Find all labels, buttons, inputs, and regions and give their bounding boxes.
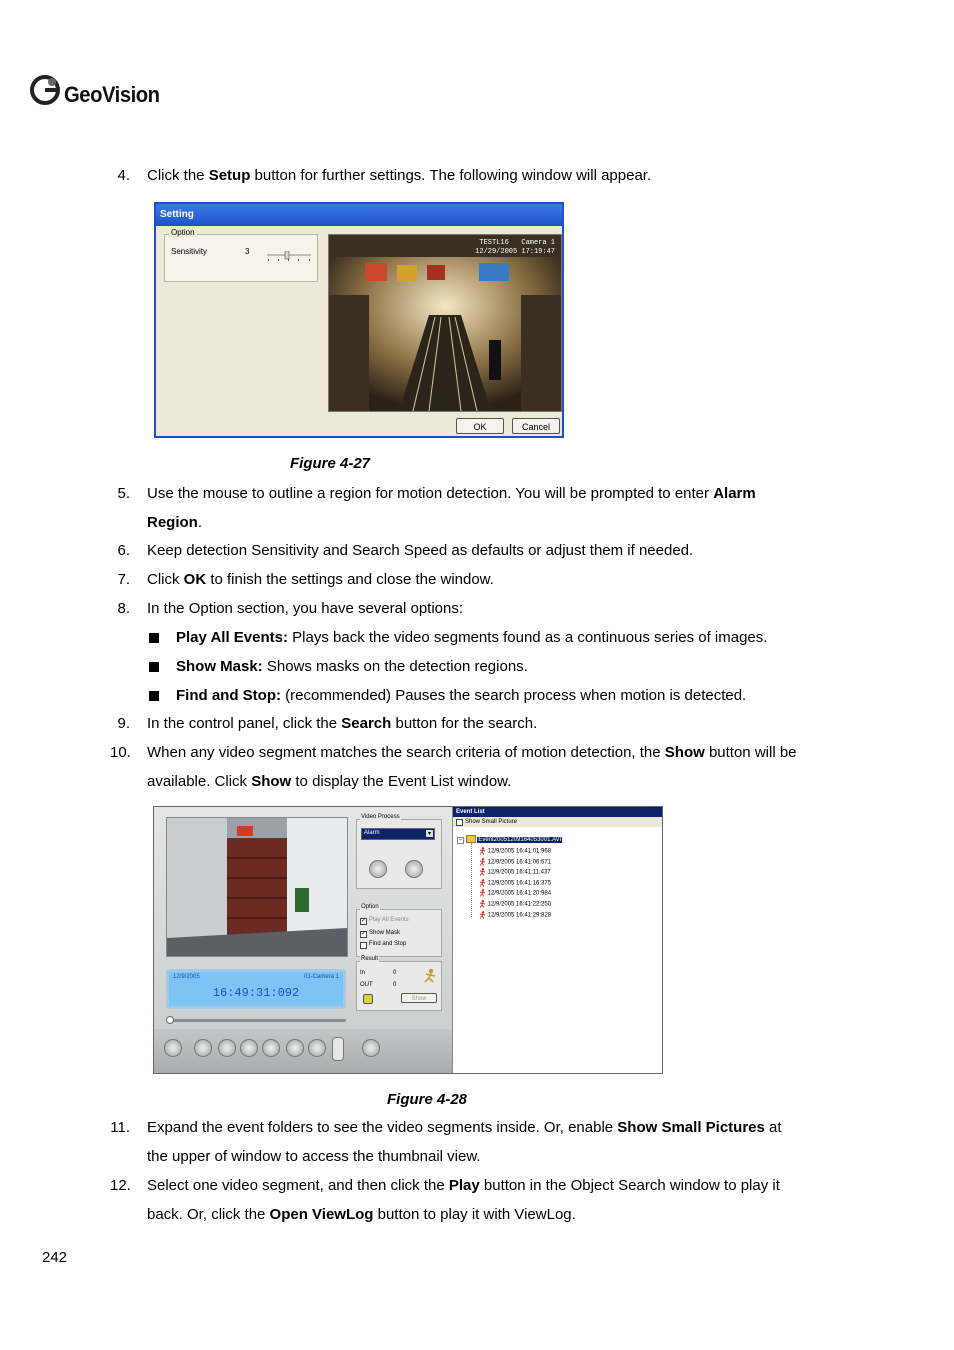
text-run: When any video segment matches the search criteria of motion detection, the xyxy=(147,744,665,761)
in-label: In xyxy=(360,970,366,976)
step-number: 6. xyxy=(117,542,130,559)
playback-slider-track[interactable] xyxy=(166,1019,346,1022)
text-run: Use the mouse to outline a region for motion detection. You will be prompted to enter xyxy=(147,485,714,502)
bold-term: Open ViewLog xyxy=(269,1206,374,1223)
camera-osd xyxy=(475,239,555,257)
bold-term: Find and Stop: xyxy=(176,687,281,704)
text-run: to finish the settings and close the window. xyxy=(206,571,494,588)
logo-wordmark: GeoVision xyxy=(64,82,160,107)
step-text xyxy=(147,743,797,763)
lcd-time: 16:49:31:092 xyxy=(212,986,300,1000)
show-button[interactable]: Show xyxy=(401,993,437,1003)
dialog-titlebar: Setting xyxy=(156,204,562,226)
show-small-picture-row xyxy=(453,817,663,827)
zoom-icon[interactable] xyxy=(194,1039,212,1057)
step-text xyxy=(147,570,494,590)
tree-connector-line xyxy=(471,843,472,917)
bold-term: Search xyxy=(341,715,392,732)
event-folder-label: Event20051209164053001.AVI xyxy=(478,836,562,843)
event-timestamp: 12/9/2005 16:41:20:984 xyxy=(487,890,552,897)
step-text xyxy=(147,484,756,504)
video-process-value: Alarm xyxy=(364,830,380,836)
bullet-square-icon xyxy=(149,662,159,672)
text-run: button for further settings. The following window will appear. xyxy=(250,167,652,184)
osd-line-1: TESTL16 Camera 1 xyxy=(479,239,555,247)
osd-line-2: 12/29/2005 17:19:47 xyxy=(475,248,555,256)
text-run: In the Option section, you have several options: xyxy=(147,600,464,617)
text-run: button in the Object Search window to play it xyxy=(479,1177,780,1194)
text-run: . xyxy=(197,514,203,531)
video-process-group xyxy=(356,814,442,889)
event-timestamp: 12/9/2005 16:41:22:250 xyxy=(487,901,552,908)
figure-caption-27: Figure 4-27 xyxy=(290,455,371,472)
running-man-icon xyxy=(479,858,486,866)
sensitivity-slider[interactable] xyxy=(267,251,311,261)
bold-term: Setup xyxy=(208,167,251,184)
sensitivity-value: 3 xyxy=(245,247,250,256)
open-viewlog-button-icon[interactable] xyxy=(362,1039,380,1057)
figure-caption-28: Figure 4-28 xyxy=(387,1091,468,1108)
step-number: 10. xyxy=(110,744,131,761)
stop-icon[interactable] xyxy=(240,1039,258,1057)
text-run: available. Click xyxy=(147,773,252,790)
event-row[interactable] xyxy=(479,847,551,855)
object-search-window xyxy=(153,806,663,1074)
text-run: Keep detection Sensitivity and Search Speed as defaults or adjust them if needed. xyxy=(147,542,694,559)
step-text xyxy=(147,599,463,619)
step-number: 8. xyxy=(117,600,130,617)
event-timestamp: 12/9/2005 16:41:11:437 xyxy=(487,869,551,876)
next-icon[interactable] xyxy=(308,1039,326,1057)
running-man-icon xyxy=(479,847,486,855)
text-run: button for the search. xyxy=(391,715,538,732)
option-group xyxy=(356,904,442,957)
running-man-icon xyxy=(479,879,486,887)
result-label: Result xyxy=(361,956,379,962)
station-escalator-image xyxy=(329,235,561,411)
step-number: 7. xyxy=(117,571,130,588)
text-run: at xyxy=(764,1119,782,1136)
play-all-events-checkbox[interactable]: ✓ xyxy=(361,918,367,924)
speed-control[interactable] xyxy=(332,1037,344,1061)
event-folder-row[interactable] xyxy=(457,835,562,844)
text-run: Shows masks on the detection regions. xyxy=(262,658,528,675)
bullet-square-icon xyxy=(149,633,159,643)
running-man-icon xyxy=(479,868,486,876)
bold-term: Show xyxy=(251,773,292,790)
show-mask-checkbox[interactable]: ✓ xyxy=(361,931,367,937)
search-icon[interactable] xyxy=(405,860,423,878)
step-text xyxy=(147,1118,782,1138)
step-text xyxy=(147,772,511,792)
transport-bar xyxy=(154,1029,452,1074)
event-row[interactable] xyxy=(479,858,551,866)
collapse-icon[interactable]: − xyxy=(458,836,463,843)
find-and-stop-label: Find and Stop xyxy=(369,941,407,947)
bold-term: Play All Events: xyxy=(176,629,288,646)
event-list-title: Event List xyxy=(453,807,663,817)
geovision-logo-icon xyxy=(30,74,64,108)
find-and-stop-checkbox[interactable] xyxy=(360,942,367,949)
event-timestamp: 12/9/2005 16:41:29:828 xyxy=(487,912,552,919)
chevron-down-icon[interactable]: ▾ xyxy=(427,831,431,837)
event-timestamp: 12/9/2005 16:41:06:671 xyxy=(487,859,552,866)
text-run: Plays back the video segments found as a continuous series of images. xyxy=(288,629,768,646)
text-run: In the control panel, click the xyxy=(147,715,342,732)
bold-term: OK xyxy=(183,571,207,588)
bullet-square-icon xyxy=(149,691,159,701)
event-row[interactable] xyxy=(479,879,551,887)
option-label: Option xyxy=(171,228,195,237)
video-process-select[interactable] xyxy=(361,828,435,840)
step-text xyxy=(147,1176,780,1196)
running-man-icon xyxy=(479,889,486,897)
text-run: button will be xyxy=(704,744,797,761)
folder-icon xyxy=(466,835,476,843)
text-run: Click xyxy=(147,571,184,588)
play-all-events-label: Play All Events xyxy=(369,917,409,923)
step-number: 5. xyxy=(117,485,130,502)
control-side-panel xyxy=(356,813,442,1011)
step-text xyxy=(147,1205,576,1225)
event-row[interactable] xyxy=(479,911,551,919)
out-label: OUT xyxy=(360,982,373,988)
running-man-icon xyxy=(423,968,437,984)
out-value: 0 xyxy=(393,982,397,988)
step-text xyxy=(147,1147,481,1167)
event-list-window xyxy=(452,807,663,1074)
step-number: 11. xyxy=(110,1119,130,1136)
lcd-camera: 01-Camera 1 xyxy=(303,974,339,980)
result-group xyxy=(356,956,442,1011)
cancel-button[interactable]: Cancel xyxy=(512,418,560,434)
text-run: back. Or, click the xyxy=(147,1206,270,1223)
ok-button[interactable]: OK xyxy=(456,418,504,434)
office-camera-image xyxy=(167,818,347,956)
step-text xyxy=(147,714,537,734)
in-value: 0 xyxy=(393,970,397,976)
step-number: 12. xyxy=(110,1177,131,1194)
play-icon[interactable] xyxy=(218,1039,236,1057)
text-run: Click the xyxy=(147,167,209,184)
power-icon[interactable] xyxy=(164,1039,182,1057)
option-label: Option xyxy=(361,904,379,910)
bold-term: Show Small Pictures xyxy=(617,1119,765,1136)
bold-term: Alarm xyxy=(713,485,756,502)
step-text xyxy=(147,166,651,186)
show-mask-label: Show Mask xyxy=(369,930,401,936)
video-process-label: Video Process xyxy=(361,814,400,820)
step-text xyxy=(147,513,202,533)
text-run: (recommended) Pauses the search process when motion is detected. xyxy=(280,687,747,704)
bold-term: Region xyxy=(147,514,198,531)
previous-icon[interactable] xyxy=(286,1039,304,1057)
event-row[interactable] xyxy=(479,889,551,897)
step-text xyxy=(147,541,693,561)
text-run: to display the Event List window. xyxy=(291,773,512,790)
text-run: the upper of window to access the thumbnail view. xyxy=(147,1148,481,1165)
bold-term: Show xyxy=(664,744,705,761)
text-run: Select one video segment, and then click the xyxy=(147,1177,449,1194)
running-man-icon xyxy=(479,911,486,919)
text-run: Expand the event folders to see the video segments inside. Or, enable xyxy=(147,1119,618,1136)
object-search-panel xyxy=(154,807,452,1074)
bold-term: Show Mask: xyxy=(176,658,263,675)
bullet-text xyxy=(176,628,767,648)
event-timestamp: 12/9/2005 16:41:01:968 xyxy=(487,848,552,855)
option-group xyxy=(164,228,318,282)
open-viewlog-icon[interactable] xyxy=(363,994,373,1004)
step-number: 9. xyxy=(117,715,130,732)
bullet-text xyxy=(176,686,746,706)
camera-preview[interactable] xyxy=(328,234,562,412)
setup-tools-icon[interactable] xyxy=(369,860,387,878)
event-row[interactable] xyxy=(479,900,551,908)
playback-slider-thumb[interactable] xyxy=(166,1016,174,1024)
running-man-icon xyxy=(479,900,486,908)
camera-view[interactable] xyxy=(166,817,348,957)
setting-dialog xyxy=(154,202,564,438)
sensitivity-label: Sensitivity xyxy=(171,247,208,256)
step-number: 4. xyxy=(117,167,130,184)
page-number: 242 xyxy=(42,1249,68,1266)
bullet-text xyxy=(176,657,528,677)
pause-icon[interactable] xyxy=(262,1039,280,1057)
lcd-date: 12/9/2005 xyxy=(173,974,200,980)
bold-term: Play xyxy=(448,1177,480,1194)
show-small-picture-label: Show Small Picture xyxy=(465,819,518,825)
show-small-picture-checkbox[interactable] xyxy=(456,819,463,826)
time-display xyxy=(166,969,346,1009)
event-row[interactable] xyxy=(479,868,551,876)
text-run: button to play it with ViewLog. xyxy=(373,1206,576,1223)
event-timestamp: 12/9/2005 16:41:16:375 xyxy=(487,880,552,887)
